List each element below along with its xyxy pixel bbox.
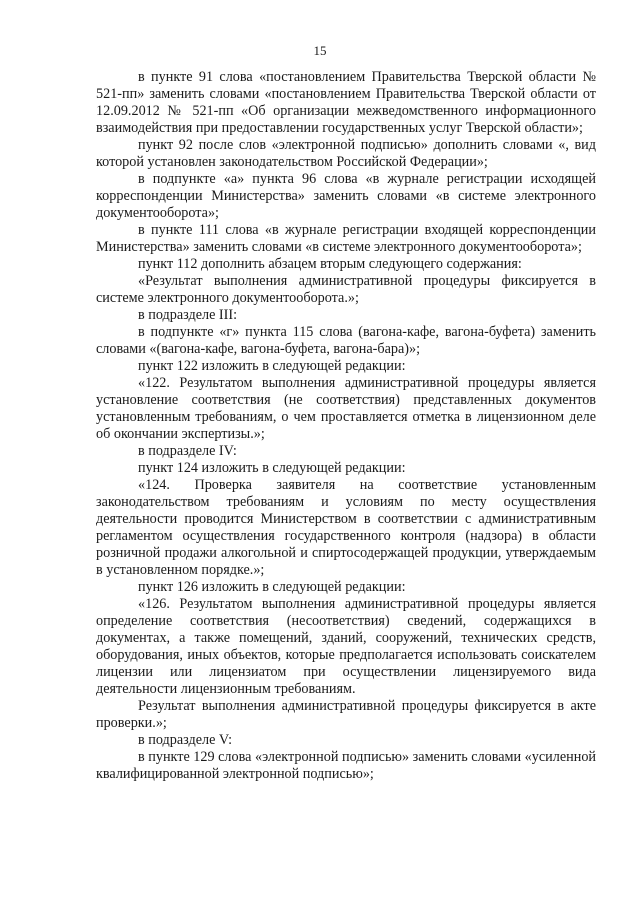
paragraph-item-92: пункт 92 после слов «электронной подписью» дополнить словами «, вид которой установлен законодательством Российской Федерации»; [96,137,596,170]
paragraph-quote-126: «126. Результатом выполнения административной процедуры является определение соответствия (несоответствия) сведений, содержащихся в документах, а также помещений, зданий, сооружений, технических средств, оборудования, иных объектов, которые предполагается использовать соискателем лицензии или лицензиатом при осуществлении лицензируемого вида деятельности лицензионным требованиям. [96,596,596,697]
paragraph-subsection-4: в подразделе IV: [138,443,237,459]
paragraph-item-96: в подпункте «а» пункта 96 слова «в журнале регистрации исходящей корреспонденции Министерства» заменить словами «в системе электронного документооборота»; [96,171,596,221]
paragraph-quote-126-result: Результат выполнения административной процедуры фиксируется в акте проверки.»; [96,698,596,731]
paragraph-item-126: пункт 126 изложить в следующей редакции: [138,579,406,595]
paragraph-item-111: в пункте 111 слова «в журнале регистрации входящей корреспонденции Министерства» заменить словами «в системе электронного документооборота»; [96,222,596,255]
paragraph-item-129: в пункте 129 слова «электронной подписью» заменить словами «усиленной квалифицированной электронной подписью»; [96,749,596,782]
paragraph-quote-112: «Результат выполнения административной процедуры фиксируется в системе электронного документооборота.»; [96,273,596,306]
paragraph-item-122: пункт 122 изложить в следующей редакции: [138,358,406,374]
paragraph-item-91: в пункте 91 слова «постановлением Правительства Тверской области № 521-пп» заменить словами «постановлением Правительства Тверской области от 12.09.2012 № 521-пп «Об организации межведомственного информационного взаимодействия при предоставлении государственных услуг Тверской области»; [96,69,596,136]
document-body [96,69,596,783]
paragraph-item-115: в подпункте «г» пункта 115 слова (вагона-кафе, вагона-буфета) заменить словами «(вагона-кафе, вагона-буфета, вагона-бара)»; [96,324,596,357]
paragraph-subsection-3: в подразделе III: [138,307,238,323]
paragraph-quote-124: «124. Проверка заявителя на соответствие установленным законодательством требованиям и условиям по месту осуществления деятельности проводится Министерством в соответствии с административным регламентом осуществления государственного контроля (надзора) в области розничной продажи алкогольной и спиртосодержащей продукции, утверждаемым в установленном порядке.»; [96,477,596,578]
paragraph-subsection-5: в подразделе V: [138,732,233,748]
page-number: 15 [313,43,327,58]
paragraph-item-124: пункт 124 изложить в следующей редакции: [138,460,406,476]
paragraph-item-112: пункт 112 дополнить абзацем вторым следующего содержания: [138,256,522,272]
paragraph-quote-122: «122. Результатом выполнения административной процедуры является установление соответствия (не соответствия) представленных документов установленным требованиям, о чем проставляется отметка в лицензионном деле об окончании экспертизы.»; [96,375,596,442]
